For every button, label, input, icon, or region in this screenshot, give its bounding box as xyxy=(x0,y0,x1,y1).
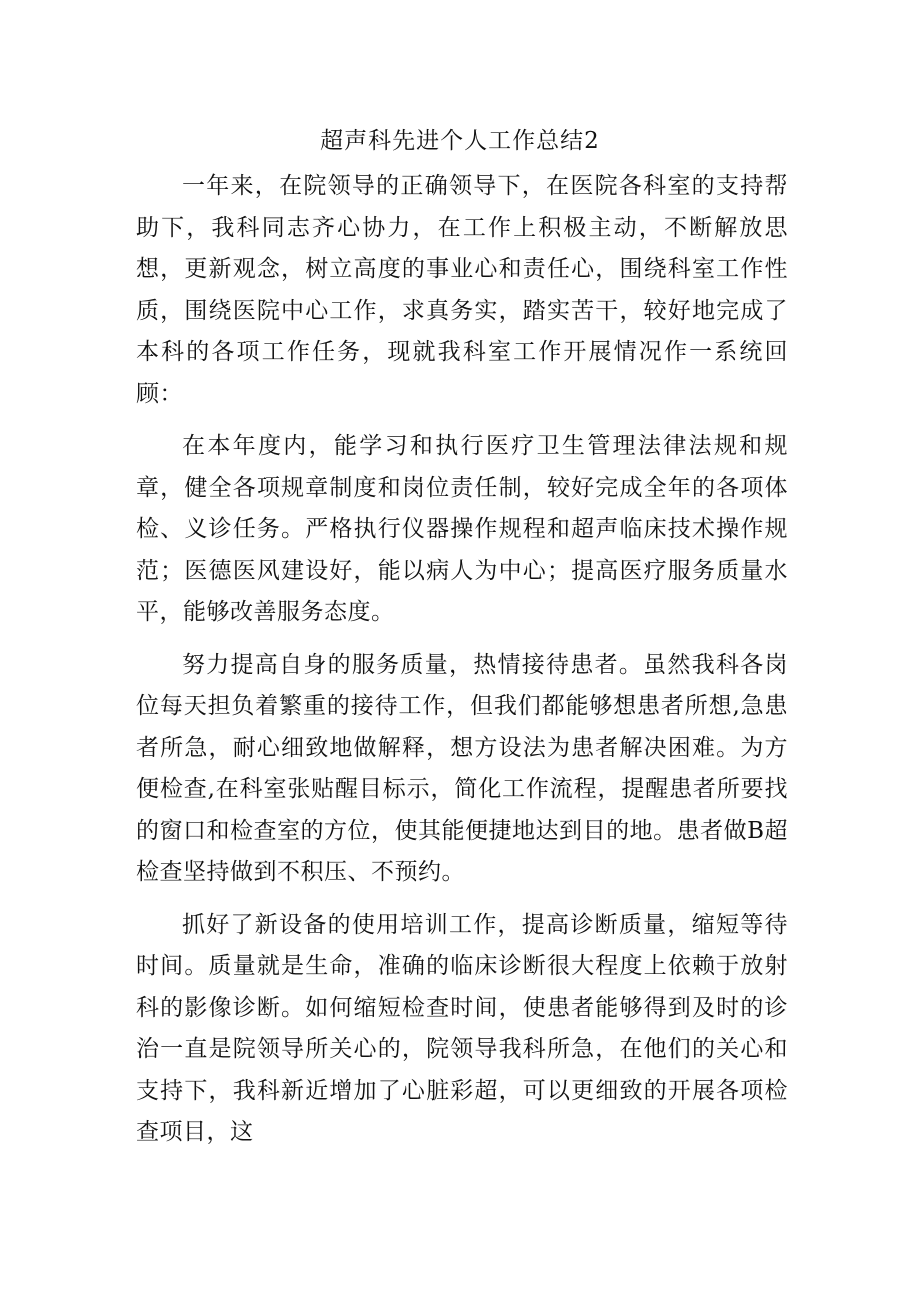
paragraph-3: 努力提高自身的服务质量，热情接待患者。虽然我科各岗位每天担负着繁重的接待工作，但我们都能够想患者所想,急患者所急，耐心细致地做解释，想方设法为患者解决困难。为方便检查,在科室张贴醒目标示，简化工作流程，提醒患者所要找的窗口和检查室的方位，使其能便捷地达到目的地。患者做B超检查坚持做到不积压、不预约。 xyxy=(136,651,788,885)
paragraph-2: 在本年度内，能学习和执行医疗卫生管理法律法规和规章，健全各项规章制度和岗位责任制，较好完成全年的各项体检、义诊任务。严格执行仪器操作规程和超声临床技术操作规范；医德医风建设好，能以病人为中心；提高医疗服务质量水平，能够改善服务态度。 xyxy=(136,433,788,625)
document-body xyxy=(136,166,788,1154)
document-title: 超声科先进个人工作总结2 xyxy=(320,128,600,154)
paragraph-4: 抓好了新设备的使用培训工作，提高诊断质量，缩短等待时间。质量就是生命，准确的临床诊断很大程度上依赖于放射科的影像诊断。如何缩短检查时间，使患者能够得到及时的诊治一直是院领导所关心的，院领导我科所急，在他们的关心和支持下，我科新近增加了心脏彩超，可以更细致的开展各项检查项目，这 xyxy=(136,911,788,1145)
paragraph-1: 一年来，在院领导的正确领导下，在医院各科室的支持帮助下，我科同志齐心协力，在工作上积极主动，不断解放思想，更新观念，树立高度的事业心和责任心，围绕科室工作性质，围绕医院中心工作，求真务实，踏实苦干，较好地完成了本科的各项工作任务，现就我科室工作开展情况作一系统回顾： xyxy=(136,173,788,407)
